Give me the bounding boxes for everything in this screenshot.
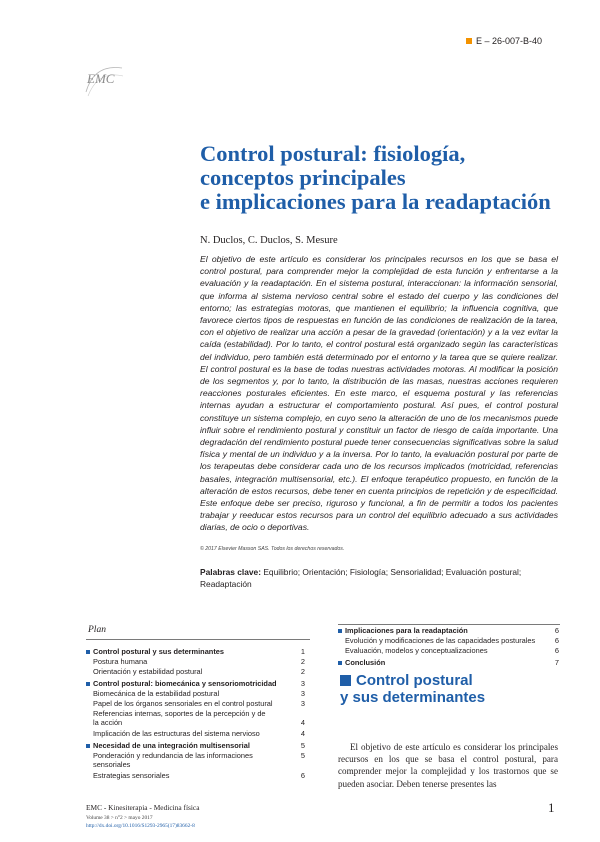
article-title <box>200 142 580 214</box>
toc-item[interactable]: Evolución y modificaciones de las capacidades posturales 6 <box>345 636 559 645</box>
toc-item[interactable]: Referencias internas, soportes de la percepción y de la acción 4 <box>93 709 305 727</box>
document-id: E – 26-007-B-40 <box>466 36 542 46</box>
page-number: 1 <box>548 800 555 815</box>
authors: N. Duclos, C. Duclos, S. Mesure <box>200 235 338 246</box>
plan-label: Plan <box>88 625 106 635</box>
emc-logo <box>84 60 124 100</box>
toc-item[interactable]: Postura humana 2 <box>93 657 305 666</box>
toc-item[interactable]: Control postural: biomecánica y sensoriomotricidad 3 <box>93 679 305 688</box>
title-line-1: Control postural: fisiología, <box>200 141 466 166</box>
toc-item[interactable]: Implicaciones para la readaptación 6 <box>345 626 559 635</box>
section-body: El objetivo de este artículo es considerar los principales recursos en los que se basa el control postural, para comprender mejor la complejidad y los trastornos que se pueden asociar. Deben tenerse presentes las <box>338 742 558 789</box>
volume-info: Volume 38 > n°2 > mayo 2017 <box>86 815 153 821</box>
toc-item[interactable]: Necesidad de una integración multisensorial 5 <box>93 741 305 750</box>
plan-rule-right <box>338 624 560 625</box>
toc-item[interactable]: Implicación de las estructuras del sistema nervioso 4 <box>93 729 305 738</box>
toc-item[interactable]: Papel de los órganos sensoriales en el control postural 3 <box>93 699 305 708</box>
doi-link[interactable]: http://dx.doi.org/10.1016/S1293-2965(17)83662-8 <box>86 823 195 829</box>
toc-item[interactable]: Orientación y estabilidad postural 2 <box>93 667 305 676</box>
toc-item[interactable]: Ponderación y redundancia de las informaciones sensoriales 5 <box>93 751 305 769</box>
toc-item[interactable]: Biomecánica de la estabilidad postural 3 <box>93 689 305 698</box>
keywords <box>200 566 560 590</box>
keywords-label: Palabras clave: <box>200 567 261 577</box>
copyright: © 2017 Elsevier Masson SAS. Todos los derechos reservados. <box>200 546 345 552</box>
toc-item[interactable]: Control postural y sus determinantes 1 <box>93 647 305 656</box>
title-line-3: e implicaciones para la readaptación <box>200 189 551 214</box>
abstract: El objetivo de este artículo es considerar los principales recursos en los que se basa el control postural, para comprender mejor la complejidad de esta función y enfrentarse a la evaluación y la readaptación. En el sistema postural, interaccionan: la información sensorial, que informa al sistema nervioso central sobre el estado del cuerpo y las condiciones del entorno; las estrategias motoras, que mantienen el equilibrio; la influencia cognitiva, que favorece ciertos tipos de respuestas en función de las condiciones de realización de la tarea, con el objetivo de realizar una acción a pesar de la gravedad (orientación) y a la vez evitar la caída (estabilidad). Por lo tanto, el control postural está organizado según las características del individuo, pero también está determinado por el entorno y la tarea que se quiere realizar. El control postural es la base de todas nuestras actividades motoras. Al modificar la posición de los segmentos y, por lo tanto, la distribución de las masas, nuestras acciones requieren reacciones posturales eficientes. En este marco, el esquema postural y las referencias internas ayudan a estructurar el comportamiento postural. Así pues, el control postural constituye un sistema complejo, en cuyo seno la alteración de uno de los mecanismos puede influir sobre el rendimiento postural y constituir un factor de riesgo de caída importante. Una degradación del rendimiento postural puede tener consecuencias significativas sobre la salud física y mental de un individuo y a la inversa. Por lo tanto, la evaluación postural por parte de los terapeutas debe considerar cada uno de los recursos implicados (motricidad, referencias basales, integración multisensorial, etc.). El enfoque terapéutico propuesto, en función de la alteración de estos recursos, debe tener en cuenta principios de repetición y de especificidad. Este enfoque debe ser preciso, riguroso y funcional, a fin de permitir a todos los pacientes trabajar y reeducar estos recursos para un control del equilibrio adecuado a sus actividades diarias, de ocio o deportivas. <box>200 254 558 533</box>
toc-item[interactable]: Evaluación, modelos y conceptualizaciones 6 <box>345 646 559 655</box>
orange-square-icon <box>466 38 472 44</box>
toc-item[interactable]: Estrategias sensoriales 6 <box>93 771 305 780</box>
plan-rule-left <box>86 639 310 640</box>
logo-text: EMC <box>87 71 115 86</box>
toc-item[interactable]: Conclusión 7 <box>345 658 559 667</box>
blue-square-icon <box>340 675 351 686</box>
keywords-list: Equilibrio; Orientación; Fisiología; Sensorialidad; Evaluación postural; Readaptación <box>200 567 522 589</box>
section-heading: Control postural y sus determinantes <box>340 672 486 706</box>
journal-name: EMC - Kinesiterapia - Medicina física <box>86 803 200 812</box>
title-line-2: conceptos principales <box>200 165 406 190</box>
